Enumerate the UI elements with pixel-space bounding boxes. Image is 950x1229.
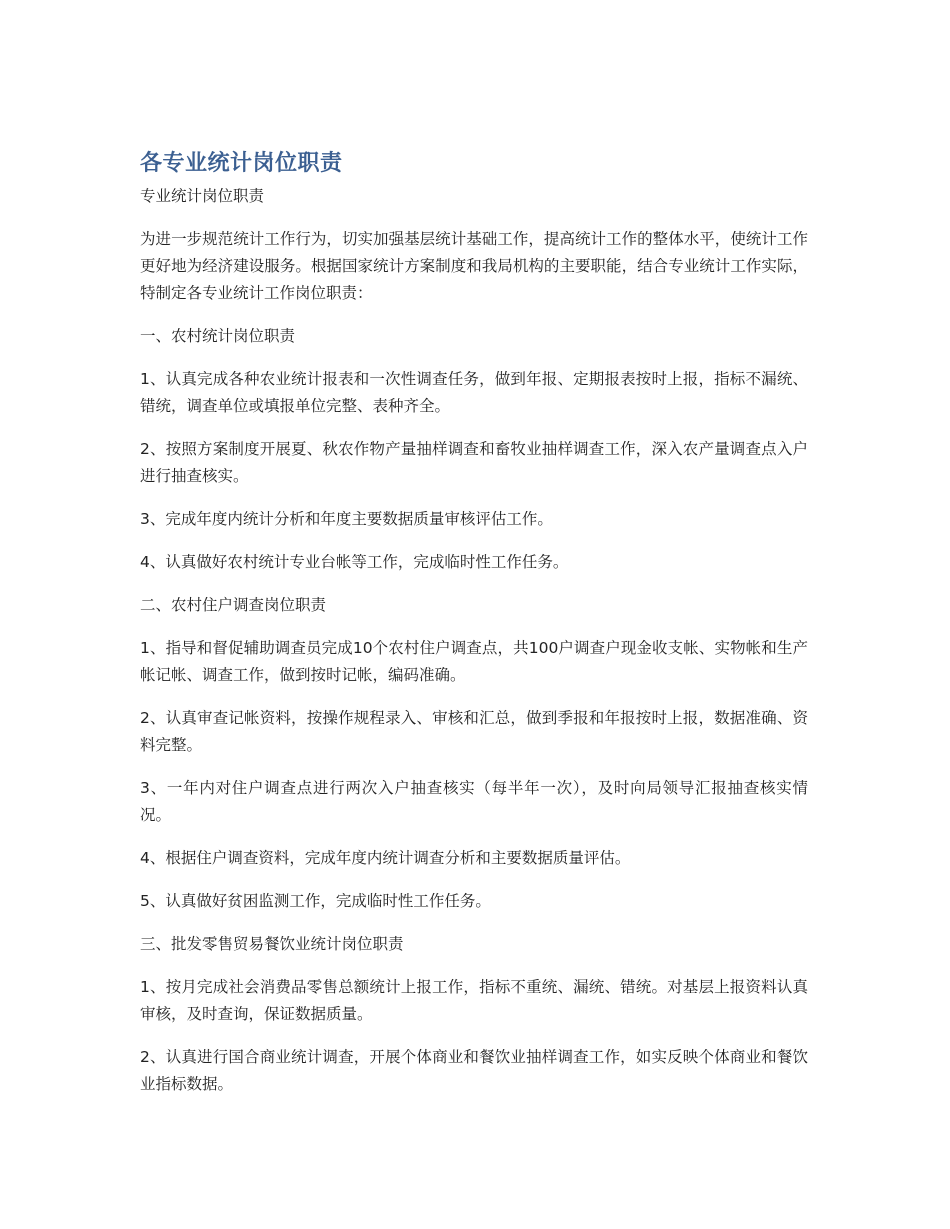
section-heading: 二、农村住户调查岗位职责 (140, 596, 327, 614)
list-item: 4、根据住户调查资料，完成年度内统计调查分析和主要数据质量评估。 (140, 849, 631, 867)
section-rural-statistics (140, 323, 808, 576)
list-item: 3、一年内对住户调查点进行两次入户抽查核实（每半年一次），及时向局领导汇报抽查核实情况。 (140, 779, 808, 824)
list-item: 3、完成年度内统计分析和年度主要数据质量审核评估工作。 (140, 510, 553, 528)
document-subtitle: 专业统计岗位职责 (140, 187, 265, 205)
list-item: 1、按月完成社会消费品零售总额统计上报工作，指标不重统、漏统、错统。对基层上报资料认真审核，及时查询，保证数据质量。 (140, 978, 808, 1023)
intro-paragraph: 为进一步规范统计工作行为，切实加强基层统计基础工作，提高统计工作的整体水平，使统计工作更好地为经济建设服务。根据国家统计方案制度和我局机构的主要职能，结合专业统计工作实际，特制定各专业统计工作岗位职责： (140, 230, 808, 302)
list-item: 1、指导和督促辅助调查员完成10个农村住户调查点，共100户调查户现金收支帐、实物帐和生产帐记帐、调查工作，做到按时记帐，编码准确。 (140, 639, 808, 684)
list-item: 1、认真完成各种农业统计报表和一次性调查任务，做到年报、定期报表按时上报，指标不漏统、错统，调查单位或填报单位完整、表种齐全。 (140, 370, 808, 415)
list-item: 2、按照方案制度开展夏、秋农作物产量抽样调查和畜牧业抽样调查工作，深入农产量调查点入户进行抽查核实。 (140, 440, 808, 485)
list-item: 2、认真进行国合商业统计调查，开展个体商业和餐饮业抽样调查工作，如实反映个体商业和餐饮业指标数据。 (140, 1048, 808, 1093)
section-heading: 三、批发零售贸易餐饮业统计岗位职责 (140, 935, 404, 953)
list-item: 2、认真审查记帐资料，按操作规程录入、审核和汇总，做到季报和年报按时上报，数据准确、资料完整。 (140, 709, 808, 754)
document-page (140, 148, 808, 1114)
list-item: 5、认真做好贫困监测工作，完成临时性工作任务。 (140, 892, 491, 910)
section-heading: 一、农村统计岗位职责 (140, 327, 296, 345)
section-rural-household-survey (140, 592, 808, 915)
document-title: 各专业统计岗位职责 (140, 151, 343, 176)
list-item: 4、认真做好农村统计专业台帐等工作，完成临时性工作任务。 (140, 553, 569, 571)
section-wholesale-retail-statistics (140, 931, 808, 1098)
